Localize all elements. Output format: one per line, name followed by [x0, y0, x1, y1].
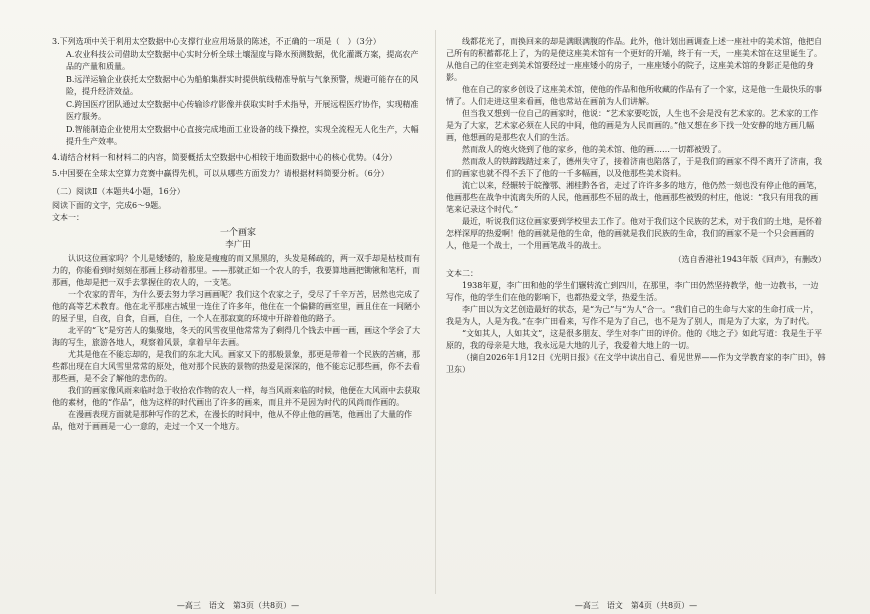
paragraph: 李广田以为文艺创造最好的状态，是“为己”与“为人”合一。“我们自己的生命与大家的生命打成一片，我是为人，人是为我。”在李广田看来，写作不是为了自己，也不是为了别人，而是为了大家，为了时代。	[446, 305, 819, 326]
paragraph: 认识这位画家吗？个儿是矮矮的，脸庞是瘦瘦的而又黑黑的，头发是稀疏的，两一双手却是枯枝而有力的，你能看到时刻刻在那画上移动着那里。——那就正如一个农人的手，我要算地画把锄锹和笔杆，而那画，他却是把一双手去掌握住的农人的，一支笔。	[52, 254, 420, 287]
paragraph: 一个农家的青年，为什么要去努力学习画画呢？我们这个农家之子，受尽了千辛万苦，居然也完成了他的高等艺术教育。他在北平那座古城里一连住了许多年，他住在一个偏僻的画室里，画且住在一间陋小的屋子里，自夜，自食，自画，自住，一个人在那寂寞的环境中开辟着他的路子。	[52, 290, 420, 323]
paragraph: 线都花光了，而换回来的却是满眼满腹的作品。此外，他计划出画调查上述一座社中的美术馆，他把自己所有的积蓄都花上了，为的是使这座美术馆有一个更好的开端，终于有一天，一座美术馆在这里诞生了。从他自己的住室走到美术馆要经过一座座矮小的房子，一座座矮小的院子，这座美术馆的身影正是他的身影。	[446, 37, 822, 82]
paragraph: “文如其人，人如其文”，这是很多朋友、学生对李广田的评价。他的《地之子》如此写道：我是生于平原的，我的母亲是大地，我永远是大地的儿子，我爱着大地上的一切。	[446, 329, 823, 350]
page-footer-right: —高三 语文 第4页（共8页）—	[574, 601, 698, 610]
source-citation: （摘自2026年1月12日《光明日报》《在文学中读出自己、看见世界——作为文学教育家的李广田》，韩卫东）	[446, 353, 826, 374]
paragraph: 但当我又想到一位自己的画家时，他说：“艺术家要吃饭，人生也不会是没有艺术家的。艺术家的工作是为了大家，艺术家必须在人民的中间，他的画是为人民而画的。”他又想在乡下找一处安静的地方画几幅画，他想画的是那些农人们的生活。	[446, 109, 819, 142]
paragraph: 在漫画表现方面就是那种写作的艺术，在漫长的时间中，他从不停止他的画笔，他画出了大量的作品，他对于画画是一心一意的，走过一个又一个地方。	[52, 410, 412, 431]
paragraph: 然而敌人的铁蹄践踏过来了，德州失守了，接着济南也陷落了，于是我们的画家不得不离开了济南，我们的画家也就不得不丢下了他的一千多幅画，以及他那些美术资料。	[446, 157, 822, 178]
paragraph: 最近，听说我们这位画家要到学校里去工作了。他对于我们这个民族的艺术，对于我们的土地，是怀着怎样深厚的热爱啊！他的画就是他的生命，他的画就是我们民族的生命，我们的画家不是一个只会画画的人，他是一个战士，一个用画笔战斗的战士。	[446, 217, 822, 250]
paragraph: 然而敌人的炮火烧到了他的家乡，他的美术馆、他的画……一切都被毁了。	[462, 145, 726, 154]
question-5: 5.中国要在全球太空算力竞赛中赢得先机，可以从哪些方面发力？请根据材料简要分析。（6分）	[52, 169, 389, 178]
paragraph: 流亡以来，经辗转于皖豫鄂、湘桂黔各省，走过了许许多多的地方，他仍然一刻也没有停止他的画笔，他画那些在战争中流离失所的人民，他画那些不屈的战士，他画那些被毁的村庄，他说：“我只有用我的画笔来记录这个时代。”	[446, 181, 822, 214]
column-divider	[435, 30, 436, 594]
paragraph: 我们的画家像风雨来临时急于收拾农作物的农人一样，每当风雨来临的时候，他便在大风雨中去获取他的素材，他的“作品”，他为这样的时代画出了许多的画来，而且并不是因为时代的风尚而作画的。	[52, 386, 420, 407]
q3-option-a: A.农业科技公司借助太空数据中心实时分析全球土壤湿度与降水预测数据，优化灌溉方案，提高农产品的产量和质量。	[66, 50, 419, 71]
article-title: 一个画家	[219, 228, 256, 238]
source-citation: （选自香港社1943年版《回声》，有删改）	[673, 255, 826, 264]
paragraph: 1938年夏，李广田和他的学生们辗转流亡到四川，在那里，李广田仍然坚持教学，他一边教书，一边写作，他的学生们在他的影响下，也都热爱文学，热爱生活。	[446, 281, 819, 302]
paragraph: 他在自己的家乡创设了这座美术馆，使他的作品和他所收藏的作品有了一个家，这是他一生最快乐的事情了。人们走进这里来看画，他也常站在画前为人们讲解。	[446, 85, 822, 106]
page-footer-left: —高三 语文 第3页（共8页）—	[176, 601, 300, 610]
q3-option-d: D.智能制造企业使用太空数据中心直接完成地面工业设备的线下操控，实现全流程无人化生产，大幅提升生产效率。	[66, 125, 419, 146]
text2-label: 文本二：	[446, 269, 478, 278]
text1-label: 文本一：	[52, 213, 84, 222]
q3-option-b: B.远洋运输企业获托太空数据中心为船舶集群实时提供航线精准导航与气象预警，规避可能存在的风险，提升经济效益。	[66, 75, 419, 96]
reading-instruction: 阅读下面的文字，完成6～9题。	[52, 201, 167, 210]
q3-option-c: C.跨国医疗团队通过太空数据中心传输诊疗影像并获取实时手术指导，开展远程医疗协作，实现精准医疗服务。	[66, 100, 419, 121]
question-4: 4.请结合材料一和材料二的内容，简要概括太空数据中心相较于地面数据中心的核心优势。（4分）	[52, 153, 397, 162]
question-3: 3.下列选项中关于利用太空数据中心支撑行业应用场景的陈述，不正确的一项是（ ）（3分）	[52, 37, 381, 46]
paragraph: 北平的“飞”是穷苦人的集聚地，冬天的风雪夜里他常常为了剩得几个钱去中画一画，画这个学会了大海的写生，旅游各地人，观察着风景，拿着早年去画。	[52, 326, 421, 347]
section-heading: （二）阅读Ⅱ（本题共4小题，16分）	[52, 187, 185, 196]
article-author: 李广田	[225, 240, 251, 250]
left-column	[52, 36, 424, 600]
right-column	[446, 36, 826, 600]
paragraph: 尤其是他在不能忘却的，是我们的东北大风。画家又下的那般景象，那更是带着一个民族的苦痛，那些都出现在自大风雪里常常的原处，他对那个民族的景物的热爱是深深的，他不能忘记那些画，你不去看那些画，是不会了解他的悲伤的。	[52, 350, 420, 383]
